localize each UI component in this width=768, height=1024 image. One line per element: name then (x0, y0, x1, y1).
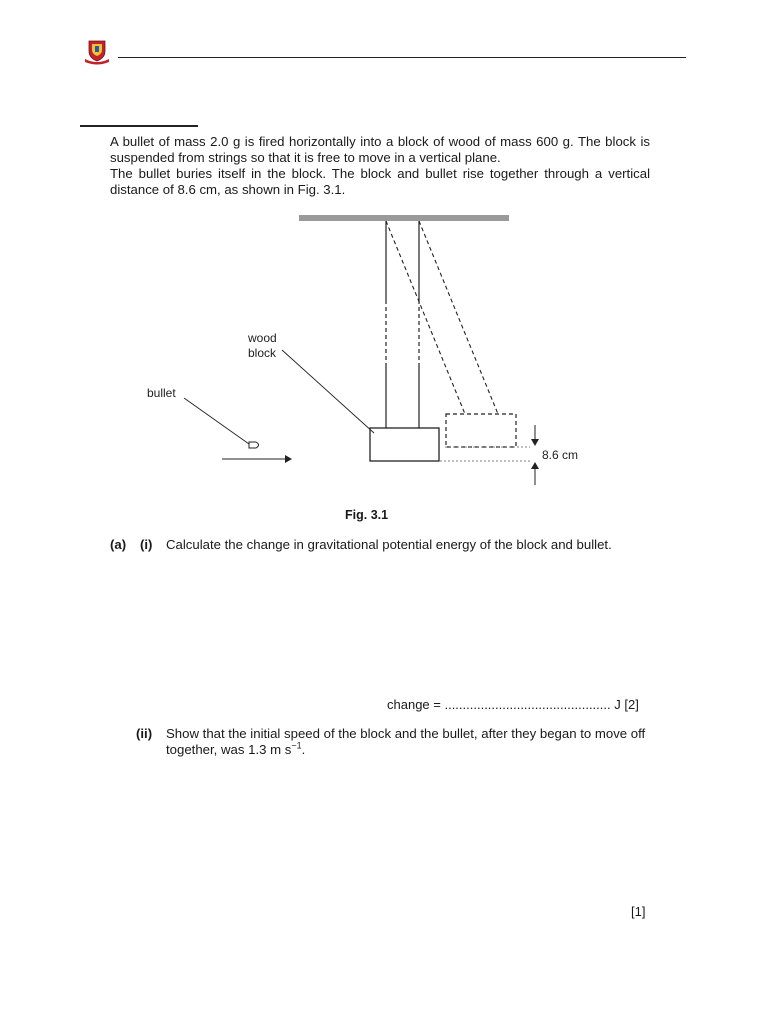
height-label: 8.6 cm (542, 448, 579, 462)
answer-dots: .............................................. (444, 697, 611, 712)
answer-unit: J [2] (610, 697, 639, 712)
part-ii-line2 (166, 742, 656, 758)
part-ii-line2-end: . (301, 742, 306, 757)
wood-label-line2: block (248, 346, 277, 360)
bullet-direction-arrowhead (285, 455, 292, 463)
answer-prefix: change = (387, 697, 445, 712)
part-i-text: Calculate the change in gravitational potential energy of the block and bullet. (166, 537, 612, 552)
part-ii-label: (ii) (136, 726, 153, 741)
intro-paragraph-2: The bullet buries itself in the block. The block and bullet rise together through a vertical distance of 8.6 cm, as shown in Fig. 3.1. (110, 166, 650, 197)
part-i-label-wrap (140, 537, 152, 553)
header-rule (118, 57, 686, 58)
figure-caption: Fig. 3.1 (345, 508, 389, 522)
wood-label-line1: wood (248, 331, 277, 345)
height-arrowhead-top (531, 439, 539, 446)
question-number-rule (80, 125, 198, 127)
part-i-label: (i) (140, 537, 153, 552)
pendulum-figure (140, 205, 610, 495)
ceiling-support (299, 215, 509, 221)
bullet-shape (249, 442, 259, 448)
intro-paragraph-1: A bullet of mass 2.0 g is fired horizontally into a block of wood of mass 600 g. The block is suspended from strings so that it is free to move in a vertical plane. (110, 134, 650, 165)
school-crest-icon (82, 36, 112, 66)
part-ii-label-wrap (136, 726, 152, 742)
wood-block (370, 428, 439, 461)
part-ii-superscript: −1 (291, 740, 302, 751)
part-ii-text (166, 726, 656, 758)
part-ii-line2-text: together, was 1.3 m s (166, 742, 292, 757)
wood-block-displaced (446, 414, 516, 447)
string-left-displaced (386, 221, 465, 414)
height-arrowhead-bottom (531, 462, 539, 469)
part-a-label-wrap (110, 537, 126, 553)
wood-label-leader (282, 350, 374, 433)
string-right-displaced (419, 221, 498, 414)
bullet-label-leader (184, 398, 249, 444)
part-ii-marks: [1] (631, 904, 646, 919)
question-intro (110, 134, 650, 198)
part-a-label: (a) (110, 537, 127, 552)
part-i-answer-line (387, 697, 639, 712)
bullet-label: bullet (147, 386, 176, 400)
part-ii-line1: Show that the initial speed of the block and the bullet, after they began to move off (166, 726, 646, 741)
